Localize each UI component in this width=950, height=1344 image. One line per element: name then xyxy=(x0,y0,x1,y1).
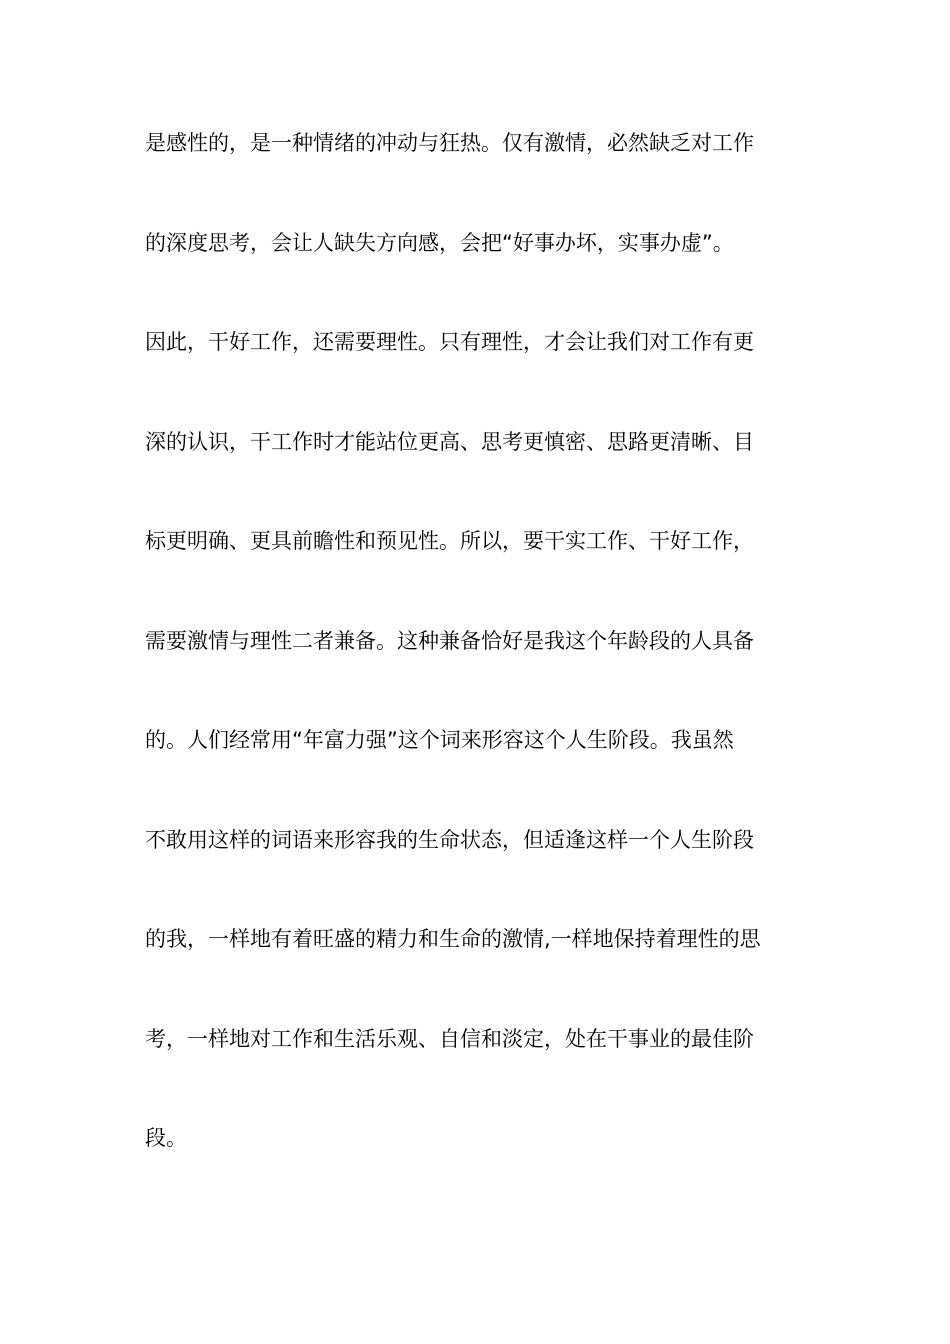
text-line: 的深度思考，会让人缺失方向感，会把“好事办坏，实事办虚”。 xyxy=(145,230,734,255)
text-line: 的。人们经常用“年富力强”这个词来形容这个人生阶段。我虽然 xyxy=(145,728,734,752)
text-line: 需要激情与理性二者兼备。这种兼备恰好是我这个年龄段的人具备 xyxy=(145,628,754,653)
text-line: 深的认识，干工作时才能站位更高、思考更慎密、思路更清晰、目 xyxy=(145,429,754,454)
text-line: 的我，一样地有着旺盛的精力和生命的激情,一样地保持着理性的思 xyxy=(145,927,761,951)
text-line: 因此，干好工作，还需要理性。只有理性，才会让我们对工作有更 xyxy=(145,330,754,354)
text-line: 不敢用这样的词语来形容我的生命状态，但适逢这样一个人生阶段 xyxy=(145,827,754,852)
text-line: 段。 xyxy=(145,1126,187,1150)
text-line: 是感性的，是一种情绪的冲动与狂热。仅有激情，必然缺乏对工作 xyxy=(145,131,754,155)
text-line: 考，一样地对工作和生活乐观、自信和淡定，处在干事业的最佳阶 xyxy=(145,1026,754,1051)
body-text xyxy=(145,131,815,1226)
text-line: 标更明确、更具前瞻性和预见性。所以，要干实工作、干好工作， xyxy=(145,529,754,553)
